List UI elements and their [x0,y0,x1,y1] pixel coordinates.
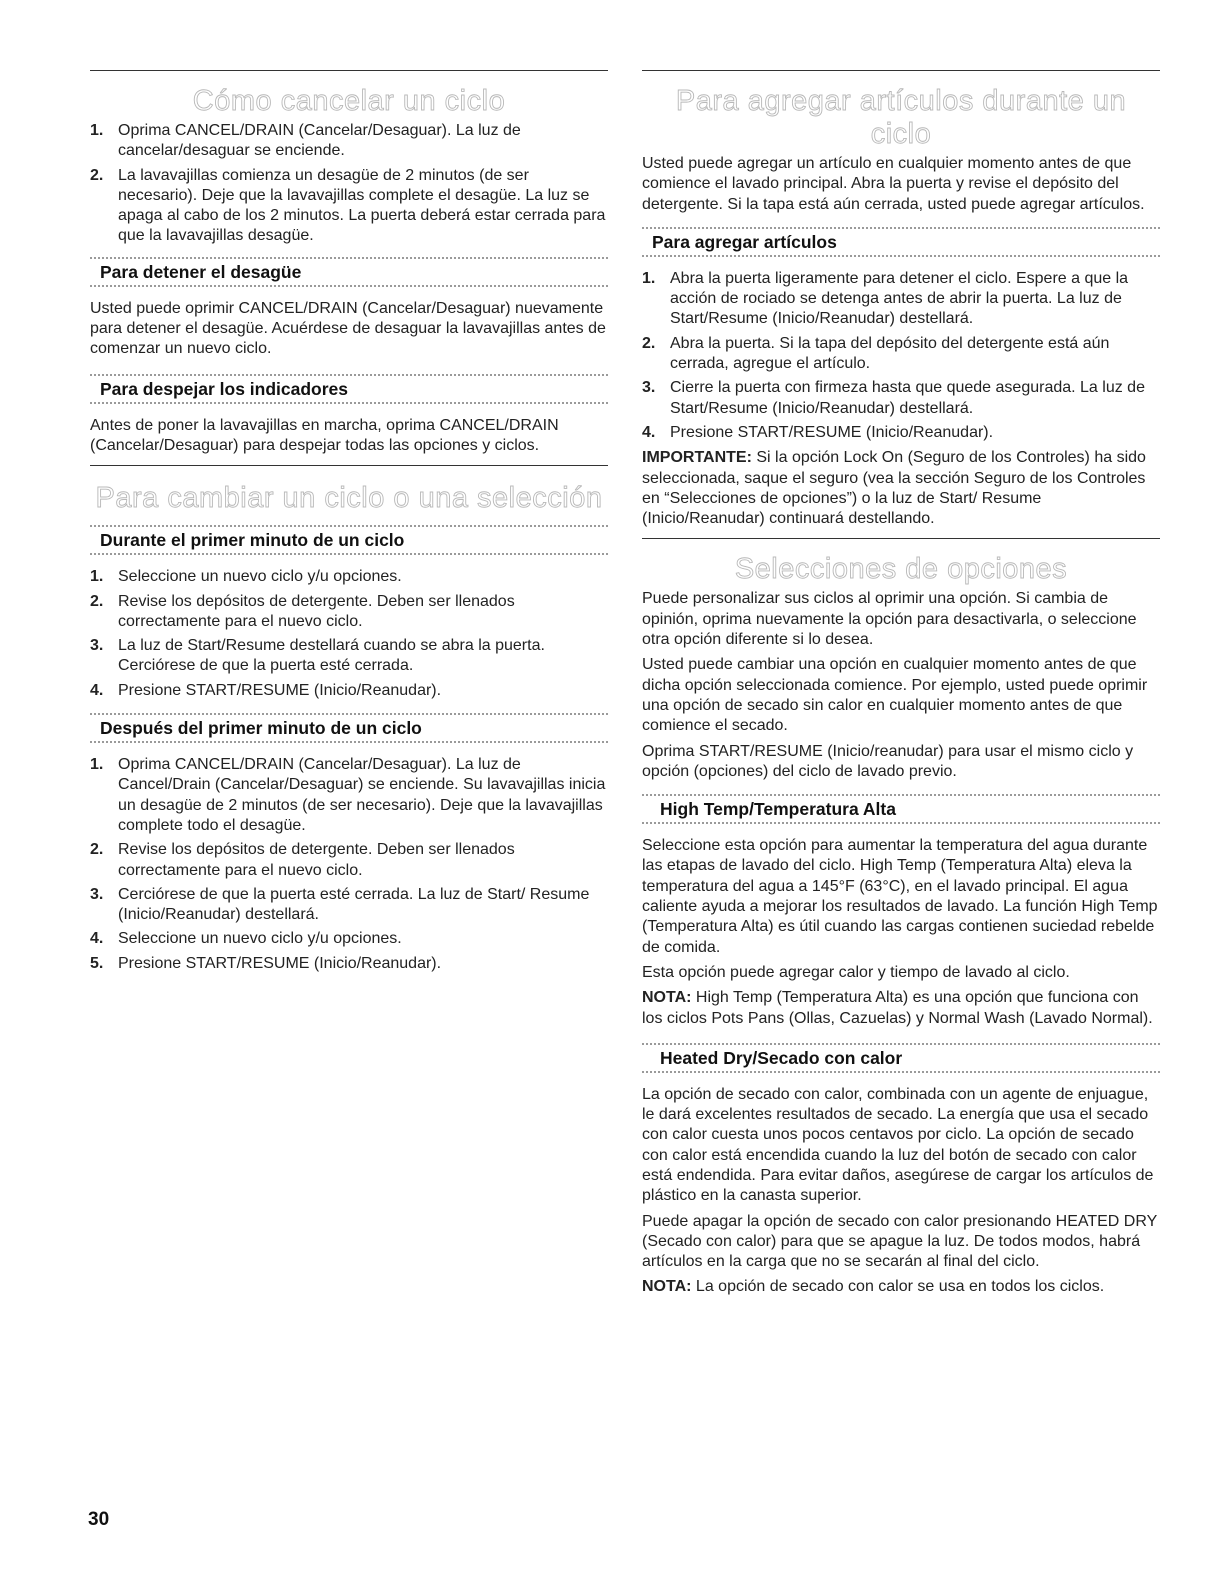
list-item: 1. Seleccione un nuevo ciclo y/u opciones. [90,568,402,586]
list-item: 2. Revise los depósitos de detergente. Deben ser llenados correctamente para el nuevo ciclo. [90,592,515,630]
option-selections-title: Selecciones de opciones [734,553,1068,586]
right-column [642,70,1160,1303]
add-items-intro: Usted puede agregar un artículo en cualquier momento antes de que comience el lavado principal. Abra la puerta y revise el depósito del detergente. Si la tapa está aún cerrada, usted puede agregar artículos. [642,155,1145,213]
section-rule [90,465,608,466]
stop-drain-text: Usted puede oprimir CANCEL/DRAIN (Cancelar/Desaguar) nuevamente para detener el desagüe. Acuérdese de desaguar la lavavajillas antes de comenzar un nuevo ciclo. [90,299,606,358]
list-item: 4. Presione START/RESUME (Inicio/Reanudar). [90,681,442,699]
dotted-divider [90,285,608,287]
add-items-steps [642,269,1160,443]
list-item: 1. Abra la puerta ligeramente para detener el ciclo. Espere a que la acción de rociado se detenga antes de abrir la puerta. La luz de Start/Resume (Inicio/Reanudar) destellará. [642,269,1129,328]
dotted-divider [90,402,608,404]
list-item: 3. Cierre la puerta con firmeza hasta que quede asegurada. La luz de Start/Resume (Inicio/Reanudar) destellará. [642,379,1145,417]
cancel-steps [90,121,608,247]
first-minute-heading: Durante el primer minuto de un ciclo [100,530,405,551]
after-minute-heading: Después del primer minuto de un ciclo [100,718,422,739]
list-item: 1. Oprima CANCEL/DRAIN (Cancelar/Desaguar). La luz de Cancel/Drain (Cancelar/Desaguar) se enciende. Su lavavajillas inicia un desagüe de 2 minutos (de ser necesario). Deje que la lavavajillas complete todo el desagüe. [90,756,606,834]
list-item: 1. Oprima CANCEL/DRAIN (Cancelar/Desaguar). La luz de cancelar/desaguar se enciende. [90,122,521,160]
important-note: IMPORTANTE: Si la opción Lock On (Seguro de los Controles) ha sido seleccionada, saque el seguro (vea la sección Seguro de los Controles en “Selecciones de opciones”) o la luz de Start/ Resume (Inicio/Reanudar) continuará destellando. [642,449,1146,528]
options-paragraph: Oprima START/RESUME (Inicio/reanudar) para usar el mismo ciclo y opción (opciones) del ciclo de lavado previo. [642,742,1134,780]
dotted-divider [90,741,608,743]
list-item: 3. Cerciórese de que la puerta esté cerrada. La luz de Start/ Resume (Inicio/Reanudar) destellará. [90,885,590,924]
cancel-cycle-title: Cómo cancelar un ciclo [192,85,506,117]
after-minute-steps [90,755,608,974]
list-item: 2. La lavavajillas comienza un desagüe de 2 minutos (de ser necesario). Deje que la lavavajillas complete el desagüe. La luz se apaga al cabo de los 2 minutos. La puerta deberá estar cerrada para que la lavavajillas desagüe. [90,166,606,245]
high-temp-text: Esta opción puede agregar calor y tiempo de lavado al ciclo. [642,963,1070,981]
first-minute-steps [90,567,608,701]
section-rule [642,538,1160,539]
add-items-title: Para agregar artículos durante un ciclo [675,85,1127,150]
section-rule [90,70,608,71]
stop-drain-heading: Para detener el desagüe [100,261,302,282]
clear-indicators-heading: Para despejar los indicadores [100,378,349,399]
heated-dry-text: La opción de secado con calor, combinada con un agente de enjuague, le dará excelentes resultados de secado. La energía que usa el secado con calor cuesta unos pocos centavos por ciclo. La opción de secado con calor está encendida cuando la luz del botón de secado con calor está endendida. Para evitar daños, asegúrese de cargar los artículos de plástico en la canasta superior. [642,1085,1154,1205]
list-item: 4. Presione START/RESUME (Inicio/Reanudar). [642,423,994,441]
options-paragraph: Puede personalizar sus ciclos al oprimir una opción. Si cambia de opinión, oprima nuevamente la opción para desactivarla, o seleccione otra opción diferente si lo desea. [642,590,1137,649]
dotted-divider [642,255,1160,257]
clear-indicators-text: Antes de poner la lavavajillas en marcha, oprima CANCEL/DRAIN (Cancelar/Desaguar) para despejar todas las opciones y ciclos. [90,416,559,454]
list-item: 3. La luz de Start/Resume destellará cuando se abra la puerta. Cerciórese de que la puerta esté cerrada. [90,637,545,675]
high-temp-note: NOTA: High Temp (Temperatura Alta) es una opción que funciona con los ciclos Pots Pans (Ollas, Cazuelas) y Normal Wash (Lavado Normal). [642,989,1153,1027]
options-paragraph: Usted puede cambiar una opción en cualquier momento antes de que dicha opción seleccionada comience. Por ejemplo, usted puede oprimir una opción de secado sin calor en cualquier momento antes de que comience el secado. [642,656,1148,735]
add-items-heading: Para agregar artículos [652,231,837,252]
heated-dry-text: Puede apagar la opción de secado con calor presionando HEATED DRY (Secado con calor) para que se apague la luz. De todos modos, habrá artículos en la carga que no se secarán al final del ciclo. [642,1212,1157,1271]
heated-dry-note: NOTA: La opción de secado con calor se usa en todos los ciclos. [642,1278,1105,1296]
high-temp-heading: High Temp/Temperatura Alta [660,799,896,820]
list-item: 2. Abra la puerta. Si la tapa del depósito del detergente está aún cerrada, agregue el artículo. [642,334,1110,373]
page-number: 30 [88,1509,110,1530]
list-item: 4. Seleccione un nuevo ciclo y/u opciones. [90,930,402,948]
change-cycle-title: Para cambiar un ciclo o una selección [95,482,603,515]
heated-dry-heading: Heated Dry/Secado con calor [660,1047,903,1068]
high-temp-text: Seleccione esta opción para aumentar la temperatura del agua durante las etapas de lavado del ciclo. High Temp (Temperatura Alta) eleva la temperatura del agua a 145°F (63°C), en el lavado principal. El agua caliente ayuda a mejorar los resultados de lavado. La función High Temp (Temperatura Alta) es útil cuando las cargas contienen suciedad rebelde de comida. [642,837,1158,956]
dotted-divider [642,822,1160,824]
left-column [90,70,608,979]
list-item: 5. Presione START/RESUME (Inicio/Reanudar). [90,954,442,972]
list-item: 2. Revise los depósitos de detergente. Deben ser llenados correctamente para el nuevo ciclo. [90,841,515,879]
dotted-divider [90,553,608,555]
dotted-divider [642,1071,1160,1073]
section-rule [642,70,1160,71]
